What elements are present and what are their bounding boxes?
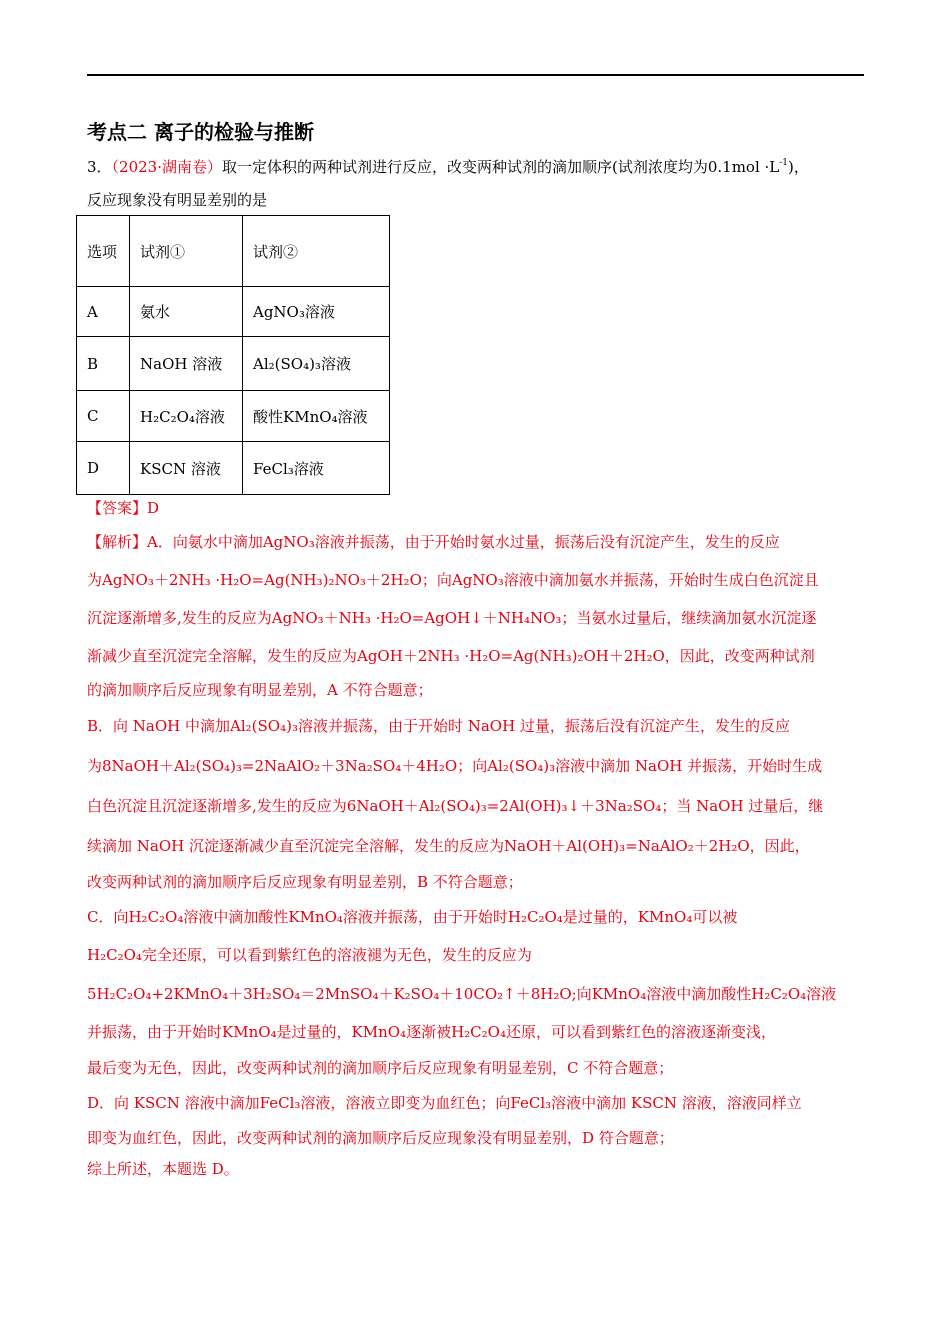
row-reagent-1: KSCN 溶液 — [130, 442, 243, 495]
row-reagent-1: H₂C₂O₄溶液 — [130, 391, 243, 442]
question-text: 取一定体积的两种试剂进行反应，改变两种试剂的滴加顺序(试剂浓度均为0.1mol ·L — [222, 158, 780, 176]
analysis-line: 并振荡，由于开始时KMnO₄是过量的，KMnO₄逐渐被H₂C₂O₄还原，可以看到紫红色的溶液逐渐变浅， — [87, 1023, 776, 1041]
question-number: 3． — [87, 158, 112, 176]
analysis-line: 综上所述，本题选 D。 — [87, 1160, 239, 1178]
analysis-line: 沉淀逐渐增多,发生的反应为AgNO₃＋NH₃ ·H₂O=AgOH↓＋NH₄NO₃；当氨水过量后，继续滴加氨水沉淀逐 — [87, 609, 817, 627]
question-source: （2023·湖南卷） — [111, 158, 222, 176]
analysis-line: D．向 KSCN 溶液中滴加FeCl₃溶液，溶液立即变为血红色；向FeCl₃溶液中滴加 KSCN 溶液，溶液同样立 — [87, 1094, 802, 1112]
answer-line — [87, 497, 159, 518]
analysis-line: H₂C₂O₄完全还原，可以看到紫红色的溶液褪为无色，发生的反应为 — [87, 946, 532, 964]
table-row — [77, 287, 390, 337]
options-table — [76, 215, 390, 495]
analysis-line: 为AgNO₃＋2NH₃ ·H₂O=Ag(NH₃)₂NO₃＋2H₂O；向AgNO₃溶液中滴加氨水并振荡，开始时生成白色沉淀且 — [87, 571, 819, 589]
row-reagent-1: 氨水 — [130, 287, 243, 337]
row-option: C — [77, 391, 130, 442]
row-reagent-2: Al₂(SO₄)₃溶液 — [243, 337, 390, 391]
analysis-line: 白色沉淀且沉淀逐渐增多,发生的反应为6NaOH＋Al₂(SO₄)₃=2Al(OH)₃↓＋3Na₂SO₄；当 NaOH 过量后，继 — [87, 797, 824, 815]
analysis-line: 为8NaOH＋Al₂(SO₄)₃=2NaAlO₂＋3Na₂SO₄＋4H₂O；向Al₂(SO₄)₃溶液中滴加 NaOH 并振荡，开始时生成 — [87, 757, 823, 775]
table-row — [77, 337, 390, 391]
table-header-row — [77, 216, 390, 287]
row-reagent-2: 酸性KMnO₄溶液 — [243, 391, 390, 442]
row-reagent-2: FeCl₃溶液 — [243, 442, 390, 495]
table-row — [77, 442, 390, 495]
section-title: 考点二 离子的检验与推断 — [87, 120, 314, 144]
row-option: B — [77, 337, 130, 391]
analysis-line: 续滴加 NaOH 沉淀逐渐减少直至沉淀完全溶解，发生的反应为NaOH＋Al(OH)₃=NaAlO₂＋2H₂O，因此， — [87, 837, 810, 855]
analysis-line: 即变为血红色，因此，改变两种试剂的滴加顺序后反应现象没有明显差别，D 符合题意； — [87, 1129, 674, 1147]
analysis-line: 5H₂C₂O₄+2KMnO₄＋3H₂SO₄＝2MnSO₄＋K₂SO₄＋10CO₂↑＋8H₂O;向KMnO₄溶液中滴加酸性H₂C₂O₄溶液 — [87, 985, 837, 1003]
row-option: A — [77, 287, 130, 337]
analysis-line: 最后变为无色，因此，改变两种试剂的滴加顺序后反应现象有明显差别，C 不符合题意； — [87, 1059, 674, 1077]
analysis-line: 的滴加顺序后反应现象有明显差别，A 不符合题意； — [87, 681, 433, 699]
row-reagent-2: AgNO₃溶液 — [243, 287, 390, 337]
question-text-end: )， — [788, 158, 809, 176]
analysis-line: C．向H₂C₂O₄溶液中滴加酸性KMnO₄溶液并振荡，由于开始时H₂C₂O₄是过量的，KMnO₄可以被 — [87, 908, 738, 926]
row-option: D — [77, 442, 130, 495]
header-option: 选项 — [77, 216, 130, 287]
analysis-text: A．向氨水中滴加AgNO₃溶液并振荡，由于开始时氨水过量，振荡后没有沉淀产生，发生的反应 — [147, 533, 780, 551]
analysis-label: 【解析】 — [87, 533, 148, 551]
analysis-line — [87, 531, 780, 552]
table-row — [77, 391, 390, 442]
analysis-line: B．向 NaOH 中滴加Al₂(SO₄)₃溶液并振荡，由于开始时 NaOH 过量，振荡后没有沉淀产生，发生的反应 — [87, 717, 790, 735]
question-line-1 — [87, 156, 809, 177]
analysis-line: 渐减少直至沉淀完全溶解，发生的反应为AgOH＋2NH₃ ·H₂O=Ag(NH₃)₂OH＋2H₂O，因此，改变两种试剂 — [87, 647, 815, 665]
header-reagent-1: 试剂① — [130, 216, 243, 287]
header-reagent-2: 试剂② — [243, 216, 390, 287]
answer-label: 【答案】 — [87, 499, 148, 517]
question-line-2: 反应现象没有明显差别的是 — [87, 191, 268, 209]
row-reagent-1: NaOH 溶液 — [130, 337, 243, 391]
header-rule — [87, 74, 864, 76]
question-unit-exponent: -1 — [779, 158, 789, 168]
answer-value: D — [147, 499, 160, 517]
analysis-line: 改变两种试剂的滴加顺序后反应现象有明显差别，B 不符合题意； — [87, 873, 523, 891]
